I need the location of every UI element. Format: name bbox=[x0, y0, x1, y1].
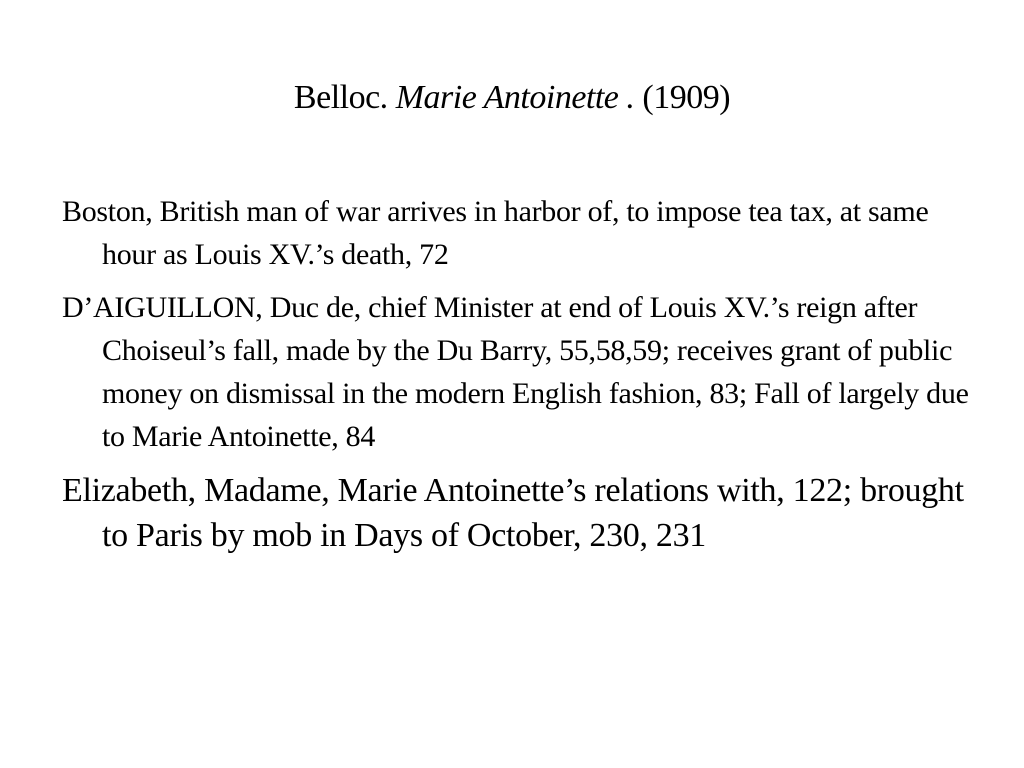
title-work: Marie Antoinette . bbox=[395, 79, 635, 116]
index-entry-daiguillon: D’AIGUILLON, Duc de, chief Minister at end of Louis XV.’s reign after Choiseul’s fall, made by the Du Barry, 55,58,59; receives grant of public money on dismissal in the modern English fashion, 83; Fall of largely due to Marie Antoinette, 84 bbox=[62, 291, 969, 453]
index-entries bbox=[62, 190, 972, 568]
title-author: Belloc. bbox=[293, 79, 388, 116]
index-entry-elizabeth: Elizabeth, Madame, Marie Antoinette’s relations with, 122; brought to Paris by mob in Days of October, 230, 231 bbox=[62, 472, 964, 554]
title-year: (1909) bbox=[642, 79, 731, 116]
index-entry-boston: Boston, British man of war arrives in harbor of, to impose tea tax, at same hour as Louis XV.’s death, 72 bbox=[62, 195, 929, 271]
slide-title bbox=[0, 76, 1024, 120]
